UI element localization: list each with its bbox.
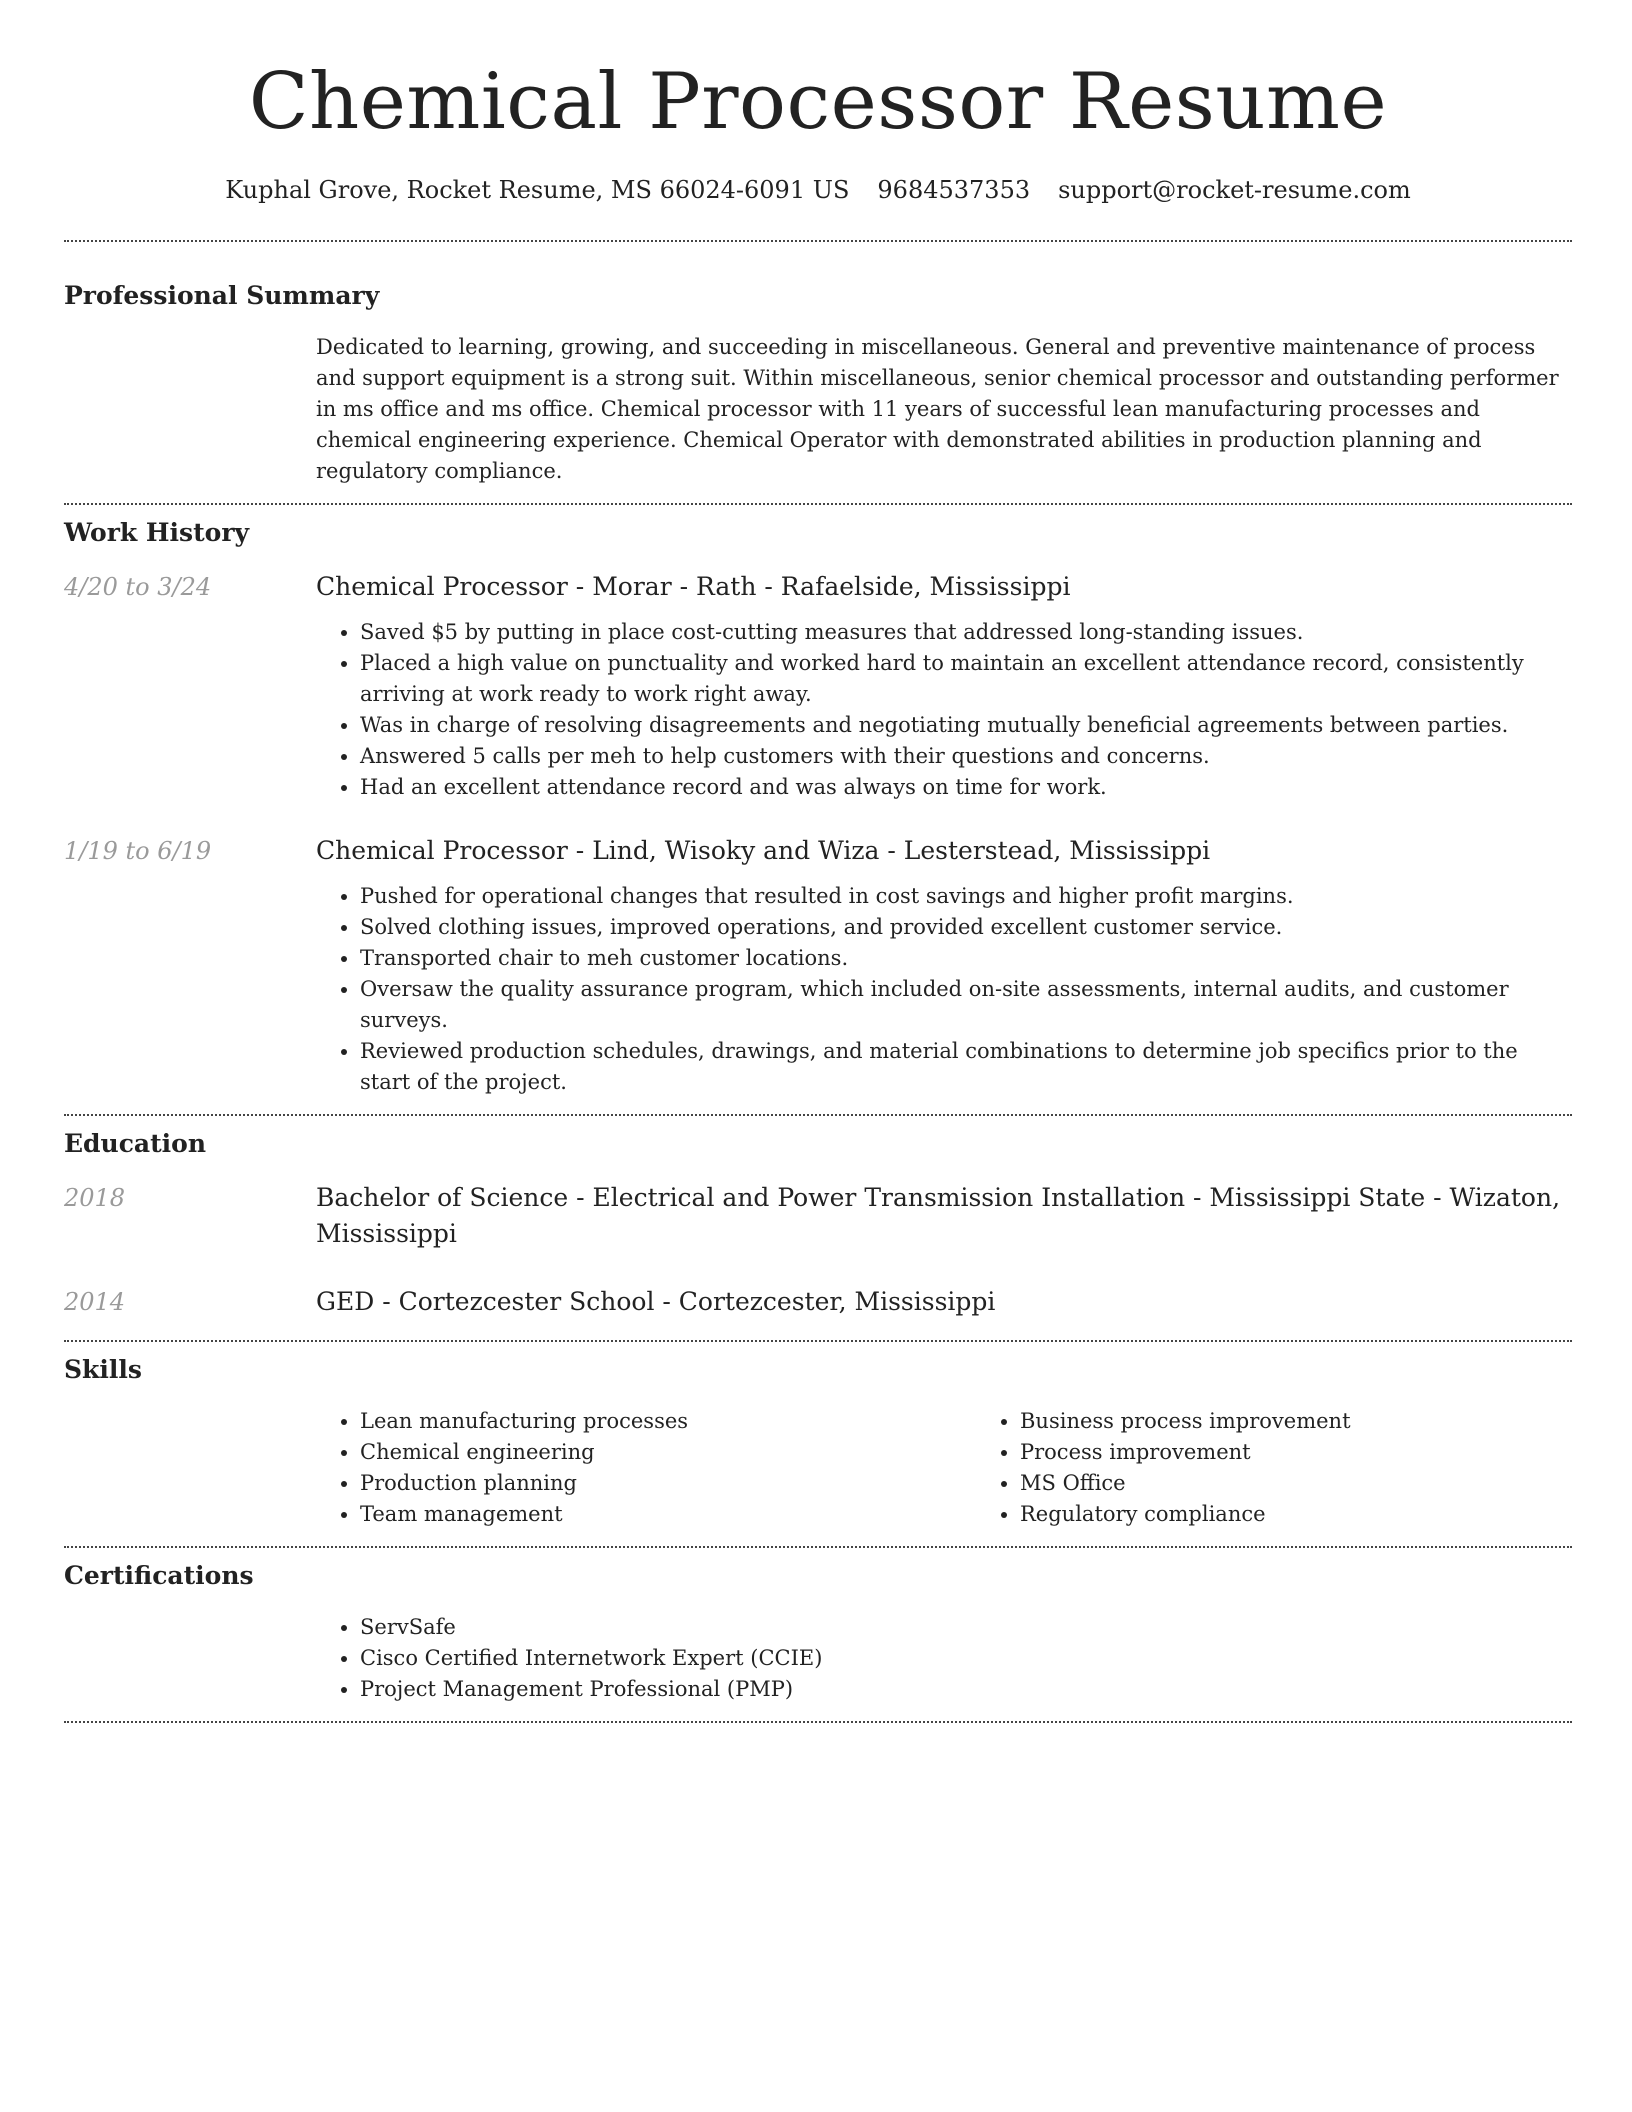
list-item: • Team management: [360, 1499, 976, 1530]
list-item: • Answered 5 calls per meh to help customers with their questions and concerns.: [360, 741, 1572, 772]
list-item: • Solved clothing issues, improved operations, and provided excellent customer service.: [360, 912, 1572, 943]
education-section: [64, 1116, 1572, 1320]
skills-section: [64, 1342, 1572, 1530]
list-item: • Process improvement: [1020, 1437, 1632, 1468]
education-year: 2018: [64, 1184, 126, 1212]
list-item: • Regulatory compliance: [1020, 1499, 1632, 1530]
list-item: • Chemical engineering: [360, 1437, 976, 1468]
skills-column-2: [976, 1406, 1632, 1530]
list-item: • Saved $5 by putting in place cost-cutting measures that addressed long-standing issues.: [360, 617, 1572, 648]
job-entry: [64, 833, 1572, 1098]
list-item: • Business process improvement: [1020, 1406, 1632, 1437]
address-text: Kuphal Grove, Rocket Resume, MS 66024-6091 US: [225, 176, 850, 204]
work-history-section: [64, 505, 1572, 1098]
list-item: • Production planning: [360, 1468, 976, 1499]
divider: [64, 1721, 1572, 1723]
degree-text: Bachelor of Science - Electrical and Power Transmission Installation: [316, 1183, 1186, 1212]
list-item: • Placed a high value on punctuality and worked hard to maintain an excellent attendance record, consistently arriving at work ready to work right away.: [360, 648, 1572, 710]
job-title: Chemical Processor - Morar - Rath - Rafaelside, Mississippi: [316, 572, 1071, 601]
list-item: • Had an excellent attendance record and was always on time for work.: [360, 772, 1572, 803]
list-item: • Reviewed production schedules, drawings, and material combinations to determine job specifics prior to the start of the project.: [360, 1036, 1572, 1098]
list-item: • MS Office: [1020, 1468, 1632, 1499]
list-item: • Oversaw the quality assurance program, which included on-site assessments, internal audits, and customer surveys.: [360, 974, 1572, 1036]
education-heading: Education: [64, 1129, 207, 1158]
resume-page: [64, 0, 1572, 1723]
job-bullets: [316, 617, 1572, 803]
education-year: 2014: [64, 1288, 126, 1316]
email-text: support@rocket-resume.com: [1058, 176, 1411, 204]
degree-text: GED: [316, 1287, 375, 1316]
list-item: • Transported chair to meh customer locations.: [360, 943, 1572, 974]
summary-text: Dedicated to learning, growing, and succeeding in miscellaneous. General and preventive maintenance of process and support equipment is a strong suit. Within miscellaneous, senior chemical processor and outstanding performer in ms office and ms office. Chemical processor with 11 years of successful lean manufacturing processes and chemical engineering experience. Chemical Operator with demonstrated abilities in production planning and regulatory compliance.: [316, 335, 1559, 483]
phone-text: 9684537353: [877, 176, 1031, 204]
work-history-heading: Work History: [64, 518, 250, 547]
certifications-heading: Certifications: [64, 1561, 254, 1590]
job-dates: 4/20 to 3/24: [64, 573, 212, 601]
skills-column-1: [316, 1406, 976, 1530]
skills-list: [316, 1406, 1632, 1530]
job-title: Chemical Processor - Lind, Wisoky and Wiza - Lesterstead, Mississippi: [316, 836, 1211, 865]
list-item: • ServSafe: [360, 1612, 1572, 1643]
school-text: - Mississippi State - Wizaton, Mississippi: [316, 1183, 1561, 1248]
list-item: • Pushed for operational changes that resulted in cost savings and higher profit margins.: [360, 881, 1572, 912]
list-item: • Was in charge of resolving disagreements and negotiating mutually beneficial agreements between parties.: [360, 710, 1572, 741]
school-text: - Cortezcester School - Cortezcester, Mississippi: [374, 1287, 996, 1316]
summary-section: [64, 242, 1572, 487]
education-entry: [64, 1284, 1572, 1320]
education-entry: [64, 1180, 1572, 1252]
certifications-list: [316, 1612, 1572, 1705]
list-item: • Cisco Certified Internetwork Expert (CCIE): [360, 1643, 1572, 1674]
list-item: • Lean manufacturing processes: [360, 1406, 976, 1437]
list-item: • Project Management Professional (PMP): [360, 1674, 1572, 1705]
job-entry: [64, 569, 1572, 803]
certifications-section: [64, 1548, 1572, 1705]
page-title: Chemical Processor Resume: [248, 57, 1388, 147]
job-dates: 1/19 to 6/19: [64, 837, 212, 865]
skills-heading: Skills: [64, 1355, 142, 1384]
contact-line: [64, 174, 1572, 206]
job-bullets: [316, 881, 1572, 1098]
summary-heading: Professional Summary: [64, 281, 380, 310]
